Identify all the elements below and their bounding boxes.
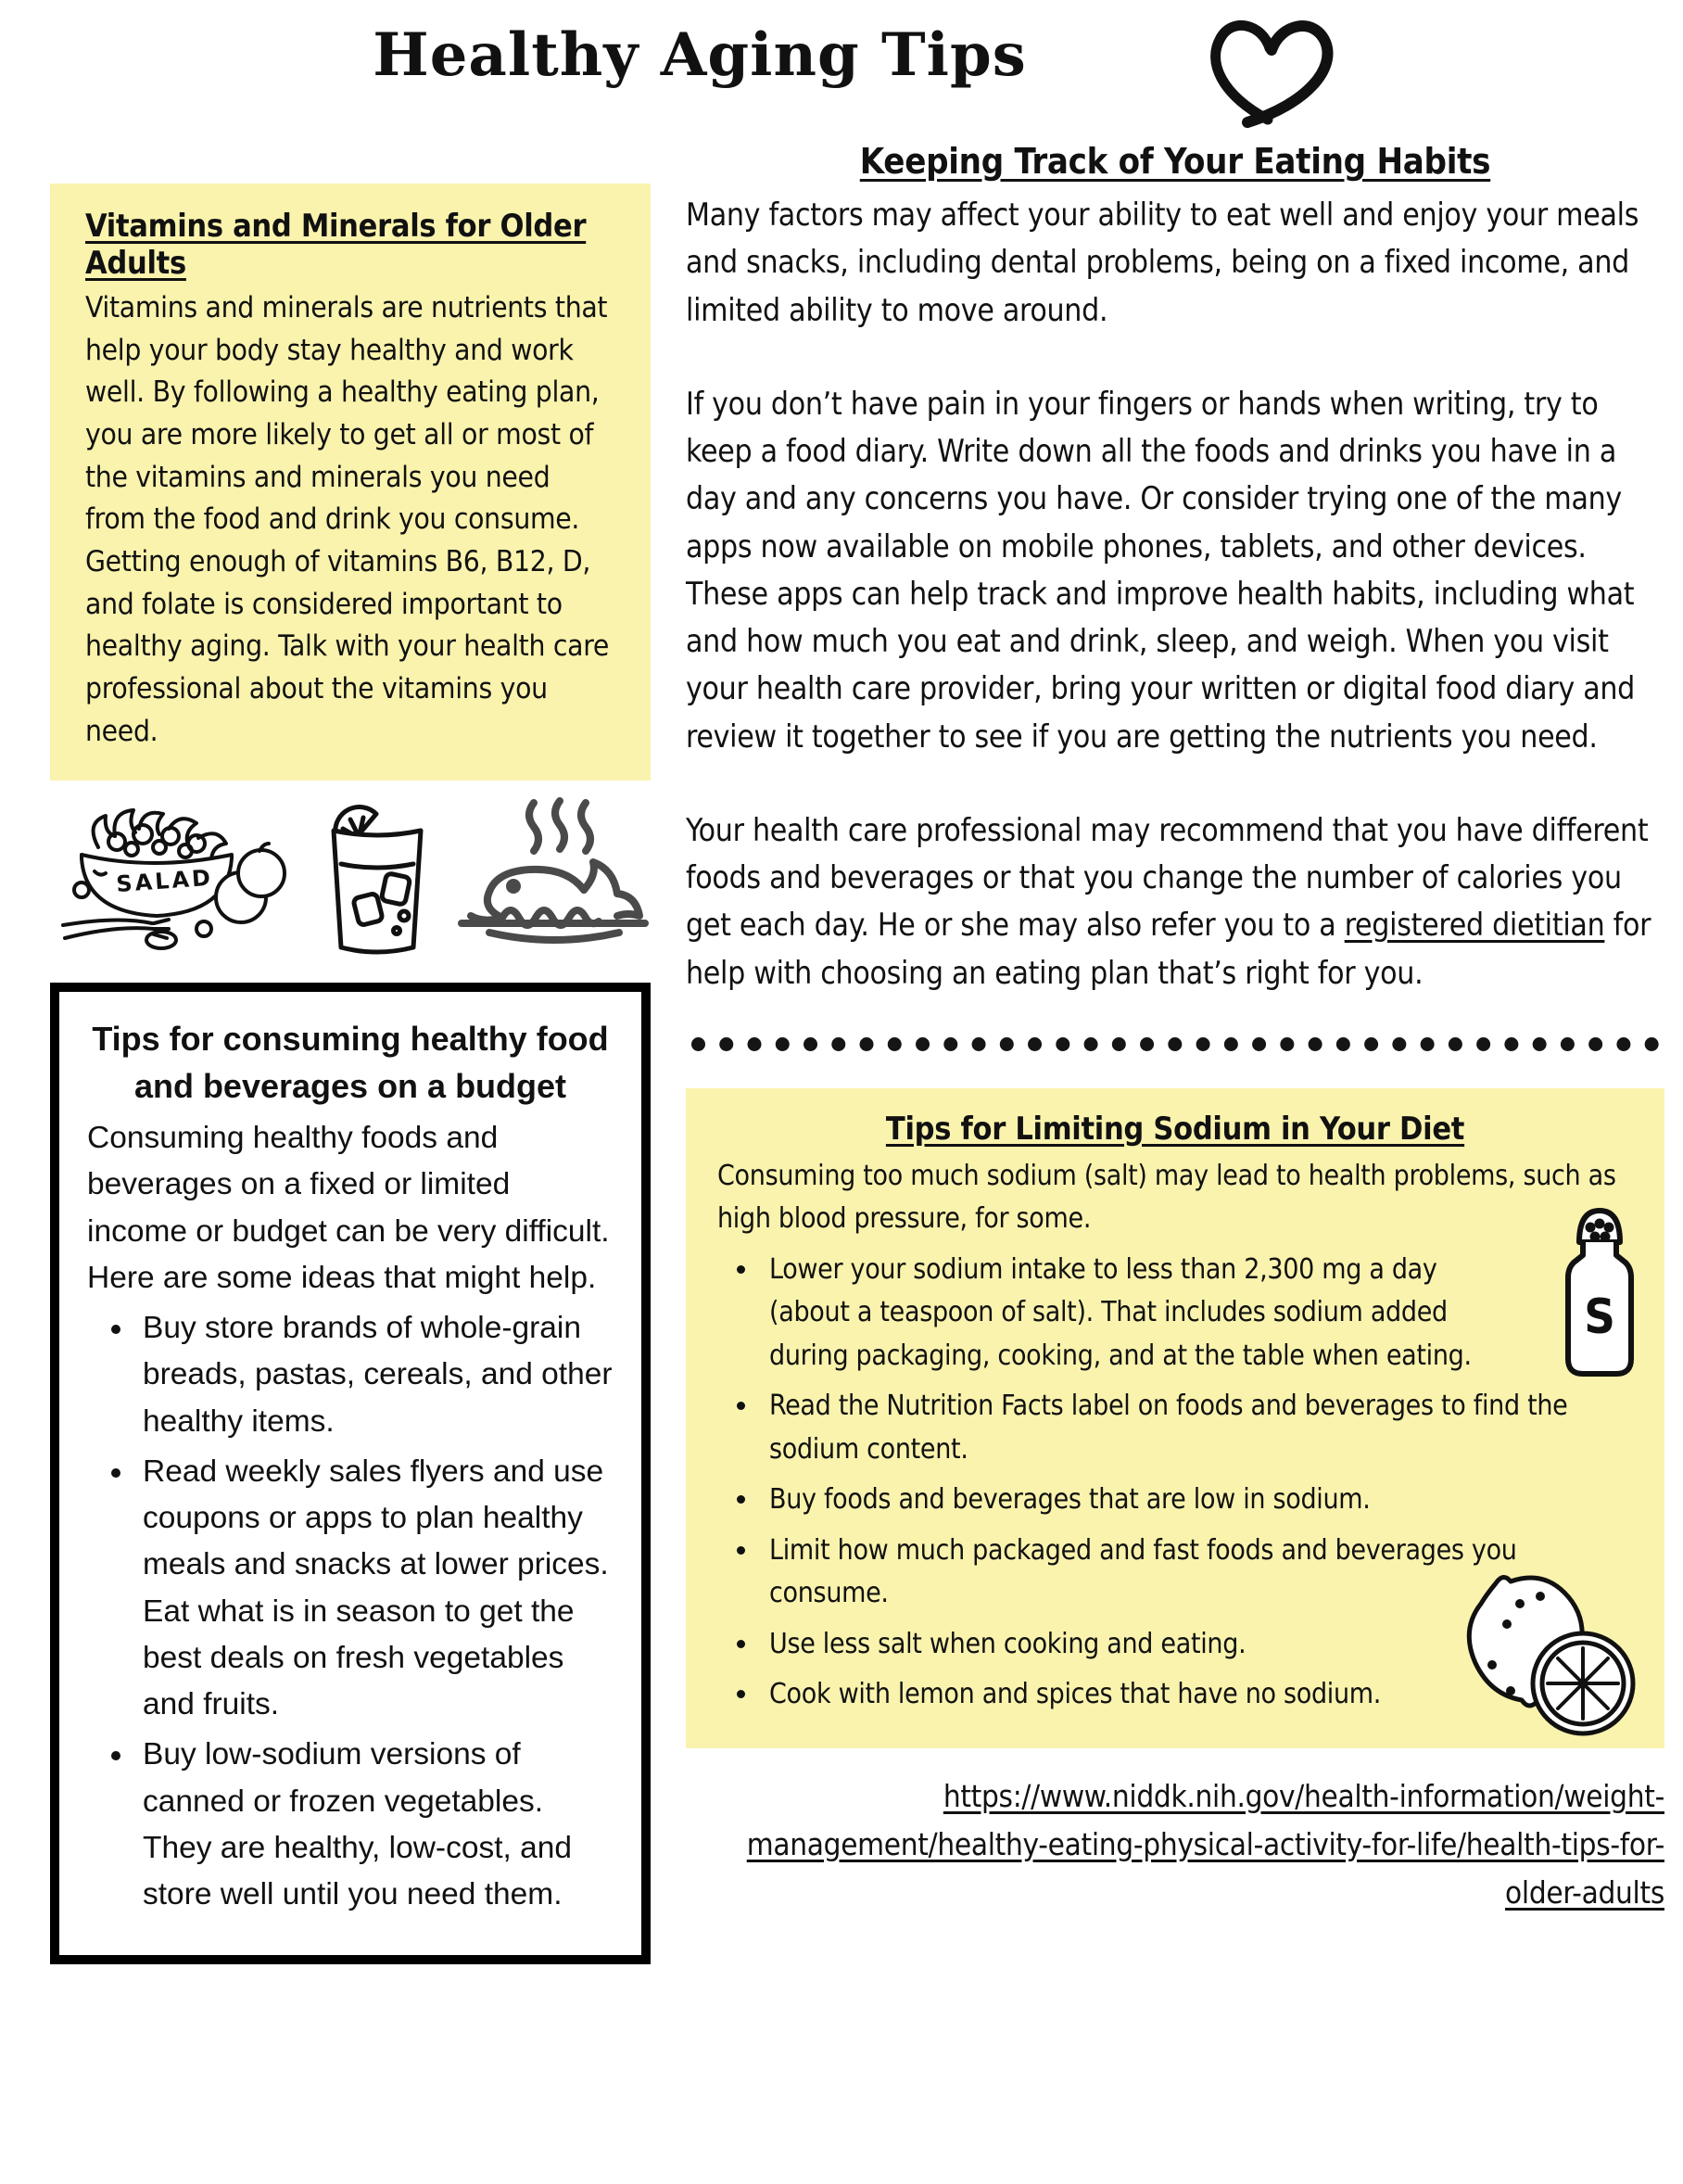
budget-heading: Tips for consuming healthy food and beverages on a budget — [92, 1020, 609, 1105]
eating-habits-heading: Keeping Track of Your Eating Habits — [859, 141, 1491, 182]
list-item: • Buy foods and beverages that are low in sodium. — [760, 1479, 1633, 1522]
salt-shaker-letter: S — [1584, 1289, 1615, 1345]
heart-icon — [1194, 7, 1347, 133]
list-item: • Buy low-sodium versions of canned or frozen vegetables. They are healthy, low-cost, and store well until you need them. — [135, 1732, 614, 1918]
list-item: • Limit how much packaged and fast foods and beverages you consume. — [760, 1530, 1633, 1616]
sodium-heading: Tips for Limiting Sodium in Your Diet — [885, 1110, 1465, 1148]
vitamins-minerals-box — [50, 184, 651, 781]
list-item: • Use less salt when cooking and eating. — [760, 1623, 1633, 1667]
sodium-intro: Consuming too much sodium (salt) may lead to health problems, such as high blood pressure, for some. — [717, 1159, 1616, 1236]
dotted-divider — [691, 1037, 1659, 1051]
registered-dietitian-link[interactable]: registered dietitian — [1344, 907, 1605, 944]
iced-drink-icon — [308, 794, 447, 962]
source-url-link[interactable]: https://www.niddk.nih.gov/health-information/weight-management/healthy-eating-physical-activity-for-life/health-tips-for-older-adults — [746, 1777, 1664, 1911]
list-item: • Lower your sodium intake to less than 2,300 mg a day (about a teaspoon of salt). That includes sodium added during packaging, cooking, and at the table when eating. — [760, 1249, 1633, 1378]
salad-bowl-label: SALAD — [115, 865, 214, 898]
food-illustrations — [50, 794, 651, 962]
list-item: • Read the Nutrition Facts label on foods and beverages to find the sodium content. — [760, 1385, 1633, 1471]
left-column — [50, 184, 651, 1964]
steaming-fish-icon — [456, 794, 651, 962]
eating-habits-para-1: Many factors may affect your ability to eat well and enjoy your meals and snacks, including dental problems, being on a fixed income, and limited ability to move around. — [686, 197, 1639, 328]
budget-tips-box — [50, 983, 651, 1964]
sodium-tips-box — [686, 1088, 1664, 1748]
lemon-icon — [1455, 1555, 1640, 1739]
salt-shaker-icon — [1557, 1201, 1642, 1387]
right-column — [686, 141, 1664, 1917]
list-item: • Buy store brands of whole-grain breads, pastas, cereals, and other healthy items. — [135, 1305, 614, 1445]
list-item: • Cook with lemon and spices that have no sodium. — [760, 1673, 1633, 1717]
eating-habits-para-2: If you don’t have pain in your fingers or hands when writing, try to keep a food diary. Write down all the foods and drinks you have in a day and any concerns you have. Or consider trying one of the many apps now available on mobile phones, tablets, and other devices. These apps can help track and improve health habits, including what and how much you eat and drink, sleep, and weigh. When you visit your health care provider, bring your written or digital food diary and review it together to see if you are getting the nutrients you need. — [686, 385, 1636, 755]
list-item: • Read weekly sales flyers and use coupons or apps to plan healthy meals and snacks at lower prices. Eat what is in season to get the best deals on fresh vegetables and fruits. — [135, 1449, 614, 1729]
vitamins-heading: Vitamins and Minerals for Older Adults — [85, 208, 587, 282]
eating-habits-para-3 — [686, 806, 1664, 997]
budget-bullet-list — [87, 1305, 614, 1918]
salad-bowl-icon — [50, 794, 298, 962]
page-title: Healthy Aging Tips — [373, 20, 1027, 90]
vitamins-body-1: Vitamins and minerals are nutrients that help your body stay healthy and work well. By following a healthy eating plan, you are more likely to get all or most of the vitamins and minerals you need from the food and drink you consume. — [85, 291, 608, 537]
vitamins-body-2: Getting enough of vitamins B6, B12, D, and folate is considered important to healthy aging. Talk with your health care professional about the vitamins you need. — [85, 545, 609, 748]
budget-intro: Consuming healthy foods and beverages on a fixed or limited income or budget can be very difficult. Here are some ideas that might help. — [87, 1121, 610, 1295]
para-3-text-pre: Your health care professional may recommend that you have different foods and beverages or that you change the number of calories you get each day. He or she may also refer you to a — [686, 811, 1649, 944]
para-3-text-post: for help with choosing an eating plan that’s right for you. — [686, 907, 1651, 991]
